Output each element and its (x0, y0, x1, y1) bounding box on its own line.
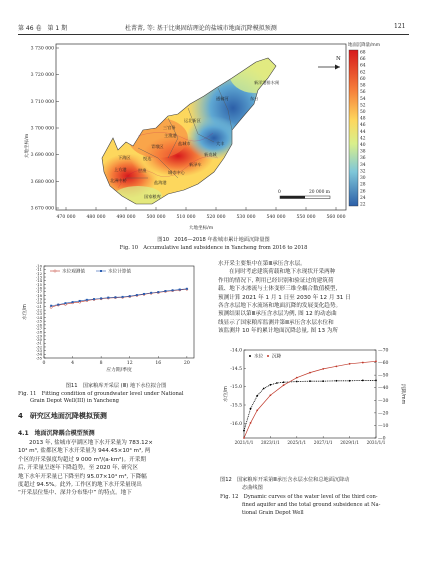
y-tick-label: -12 (35, 270, 42, 276)
map-y-tick-label: 3 670 000 (30, 206, 54, 212)
place-label: 大丰 (216, 141, 225, 146)
y-tick-label: -11 (35, 267, 42, 273)
y-tick-label: -33 (35, 348, 42, 354)
y-tick-label: -31 (35, 340, 42, 346)
left-y-tick-label: -14.0 (230, 348, 242, 354)
colorbar-label: 62 (360, 70, 366, 76)
map-x-tick-label: 540 000 (266, 215, 286, 220)
place-label: 悦达 (143, 156, 152, 161)
colorbar-label: 58 (360, 83, 366, 89)
left-y-axis-label: 水位/m (224, 386, 229, 402)
place-label: 新奇城 (204, 152, 217, 157)
text-line: 水开采主要集中在第Ⅲ承压含水层。 (218, 261, 306, 267)
water-level-point (322, 380, 324, 382)
colorbar-label: 28 (360, 182, 366, 188)
figure-12 (218, 340, 410, 458)
place-label: 世渔 (138, 168, 147, 173)
legend-label-water: 水位 (254, 354, 264, 360)
subsidence-point (322, 368, 324, 370)
colorbar-label: 32 (360, 169, 366, 175)
running-title: 杜菁菁, 等: 基于比奥固结理论的盐城市地面沉降模拟预测 (125, 25, 277, 32)
text-line: 10⁴ m³, 盐都区地下水开采量为 944.45×10⁴ m³, 两 (18, 448, 151, 455)
x-tick-label: 2031/1/1 (366, 440, 386, 445)
legend-label-calculated: 水位计算值 (108, 269, 131, 275)
left-y-tick-label: -14.5 (230, 366, 242, 372)
colorbar (349, 50, 358, 206)
water-level-point (243, 430, 245, 432)
y-tick-label: -22 (35, 307, 42, 313)
water-level-point (276, 382, 278, 384)
map-y-tick-label: 3 720 000 (30, 73, 54, 79)
fig11-caption-cn: 图11 国家粮库开采层 (Ⅲ) 地下水位拟合图 (65, 383, 167, 389)
right-y-tick-label: —40 (378, 386, 389, 392)
text-line: “开采层位集中、深井分布集中” 的特点。地下 (18, 490, 132, 497)
colorbar-label: 56 (360, 90, 366, 96)
colorbar-label: 40 (360, 143, 366, 149)
calculated-point (172, 289, 174, 291)
calculated-point (143, 293, 145, 295)
map-x-axis-label: 大地坐标/m (188, 226, 214, 231)
y-tick-label: -26 (35, 322, 42, 328)
x-tick-label: 16 (155, 361, 162, 366)
place-label: 下海区 (118, 155, 131, 160)
y-tick-label: -32 (35, 344, 42, 350)
colorbar-label: 54 (360, 96, 366, 102)
map-x-tick-label: 530 000 (236, 215, 256, 220)
place-label: 盐城市 (178, 141, 191, 146)
header-rule (18, 34, 409, 35)
x-tick-label: 2027/1/1 (313, 440, 333, 445)
place-label: 主渔港 (164, 133, 177, 138)
colorbar-label: 60 (360, 76, 366, 82)
y-tick-label: -34 (35, 351, 42, 357)
text-line: 度超过 94.5%。此外, 工作区的地下水开采量现出 (18, 482, 142, 489)
colorbar-label: 34 (360, 162, 366, 168)
left-y-tick-label: -16.0 (230, 421, 242, 427)
text-line: 预测计算 2021 年 1 月 1 日至 2030 年 12 月 31 日 (218, 294, 351, 301)
journal-volume: 第 46 卷 第 1 期 (18, 25, 68, 32)
colorbar-label: 42 (360, 136, 366, 142)
calculated-point (57, 304, 59, 306)
map-y-axis-label: 大地坐标/m (25, 133, 30, 159)
map-x-tick-label: 550 000 (296, 215, 316, 220)
y-tick-label: -15 (35, 281, 42, 287)
water-level-point (375, 380, 377, 382)
calculated-point (164, 290, 166, 292)
text-line: 2013 年, 盐城市亭湖区地下水开采量为 783.12× (29, 440, 153, 446)
y-tick-label: -16 (35, 285, 42, 291)
right-y-tick-label: —50 (378, 373, 389, 379)
calculated-point (150, 292, 152, 294)
fig12-caption-en-2: fined aquifer and the total ground subsidence at Na- (242, 502, 381, 508)
calculated-point (86, 299, 88, 301)
place-label: 上方港 (114, 167, 127, 172)
right-y-tick-label: —10 (378, 423, 389, 429)
right-y-tick-label: —20 (378, 411, 389, 417)
figure-10 (18, 38, 409, 233)
section-heading: 4 研究区地面沉降模拟预测 (18, 412, 107, 420)
water-level-point (269, 384, 271, 386)
subsection-heading: 4.1 地面沉降耦合模型预测 (18, 430, 95, 437)
place-label: 运北新区 (184, 118, 201, 123)
water-level-point (335, 380, 337, 382)
groundwater-fit-chart (18, 260, 214, 380)
subsidence-point (349, 363, 351, 365)
subsidence-point (250, 422, 252, 424)
map-y-tick-label: 3 730 000 (30, 46, 54, 52)
page-number: 121 (394, 23, 406, 30)
x-tick-label: 2021/1/1 (234, 440, 254, 445)
x-tick-label: 12 (126, 361, 133, 366)
calculated-point (114, 296, 116, 298)
place-label: 三官务 (163, 125, 176, 130)
calculated-point (72, 301, 74, 303)
y-tick-label: -18 (35, 292, 42, 298)
left-y-tick-label: -15.0 (230, 385, 242, 391)
water-level-subsidence-chart (218, 340, 410, 458)
scale-bar (280, 196, 330, 199)
calculated-point (136, 294, 138, 296)
fig12-caption-cn-1: 图12 国家粮库开采第Ⅲ承压含水层水位和总地面沉降动 (220, 477, 350, 483)
colorbar-label: 48 (360, 116, 366, 122)
section4-paragraph (18, 439, 214, 498)
x-tick-label: 2029/1/1 (340, 440, 360, 445)
legend-title: 地面沉降量/mm (348, 43, 380, 48)
calculated-point (64, 302, 66, 304)
map-x-tick-label: 470 000 (56, 215, 76, 220)
legend-marker-subsidence (267, 355, 269, 357)
colorbar-label: 50 (360, 109, 366, 115)
y-tick-label: -30 (35, 337, 42, 342)
water-level-point (349, 380, 351, 382)
calculated-point (122, 296, 124, 298)
x-tick-label: 2025/1/1 (287, 440, 307, 445)
right-y-tick-label: —60 (378, 361, 389, 367)
text-line: 载、地下水渗流与土体变形三维全耦合数值模型, (218, 286, 338, 293)
subsidence-point (375, 360, 377, 362)
colorbar-label: 66 (360, 57, 366, 63)
fig12-caption-cn-2: 态曲线图 (242, 485, 263, 491)
map-x-tick-label: 500 000 (146, 215, 166, 220)
right-y-tick-label: —70 (378, 348, 389, 354)
x-tick-label: 4 (71, 361, 75, 366)
colorbar-label: 24 (360, 195, 366, 201)
water-level-point (283, 381, 285, 383)
colorbar-label: 36 (360, 156, 366, 162)
map-y-tick-label: 3 700 000 (30, 126, 54, 132)
fig11-caption-en-1: Fig. 11 Fitting condition of groundwater level under National (18, 391, 184, 397)
calculated-point (79, 300, 81, 302)
x-tick-label: 0 (42, 361, 46, 366)
plot-frame (44, 266, 194, 358)
map-x-tick-label: 560 000 (326, 215, 346, 220)
place-label: 城市中心 (168, 170, 185, 175)
colorbar-label: 44 (360, 129, 366, 135)
right-column-text (218, 260, 410, 336)
map-x-tick-label: 480 000 (86, 215, 106, 220)
text-line: 在同时考虑建筑荷载和地下水现状开采两种 (229, 269, 336, 276)
x-axis-label: 应力期/季度 (106, 368, 132, 373)
y-axis-label: 水位/m (23, 304, 28, 320)
y-tick-label: -21 (35, 303, 42, 309)
water-level-point (362, 380, 364, 382)
y-tick-label: -24 (35, 314, 42, 320)
calculated-point (129, 295, 131, 297)
text-line: 地下水年开采量已下降至约 95.07×10⁴ m³, 下降幅 (18, 473, 147, 480)
text-line: 各含水层地下水流场和地面沉降的发展变化趋势。 (218, 303, 342, 310)
colorbar-label: 64 (360, 63, 366, 69)
place-label: 北洲中桥 (110, 178, 127, 183)
map-y-tick-label: 3 690 000 (30, 153, 54, 159)
subsidence-point (309, 372, 311, 374)
place-label: 新泽车 (189, 162, 202, 167)
fig12-caption-en-3: tional Grain Depot Well (242, 510, 304, 516)
map-x-tick-label: 510 000 (176, 215, 196, 220)
scale-zero: 0 (278, 190, 281, 195)
calculated-point (93, 298, 95, 300)
x-tick-label: 8 (99, 361, 103, 366)
fig10-caption-en: Fig. 10 Accumulative land subsidence in Yancheng from 2016 to 2018 (119, 245, 308, 251)
calculated-point (107, 297, 109, 299)
calculated-point (157, 291, 159, 293)
subsidence-point (296, 377, 298, 379)
y-tick-label: -13 (35, 274, 42, 280)
water-level-point (296, 381, 298, 383)
subsidence-point (269, 394, 271, 396)
water-level-point (256, 395, 258, 397)
y-tick-label: -17 (35, 289, 42, 295)
place-label: 通榆河 (216, 96, 229, 101)
fig10-caption-cn: 图10 2016—2018 年盐城市累计地面沉降量图 (157, 237, 270, 243)
text-line: 预测结果以第Ⅲ承压含水层为例, 图 12 的动态曲 (218, 311, 337, 318)
colorbar-label: 30 (360, 176, 366, 182)
text-line: 个区的开采强度均超过 9 000 m³/(a·km²)。开采期 (18, 456, 146, 463)
left-y-tick-label: -15.5 (230, 403, 242, 409)
legend-label-observed: 水位观测值 (62, 269, 85, 275)
scale-label: 20 000 m (309, 190, 330, 195)
legend-marker-observed (54, 270, 56, 272)
subsidence-map (18, 38, 409, 233)
water-level-point (263, 388, 265, 390)
north-label: N (336, 56, 341, 62)
calculated-point (186, 288, 188, 290)
fig12-caption-en-1: Fig. 12 Dynamic curves of the water level of the third con- (220, 494, 378, 500)
text-line: 该监测井 10 年的累计地面沉降总量, 图 13 为所 (218, 328, 338, 335)
right-y-tick-label: —30 (378, 398, 389, 404)
colorbar-label: 26 (360, 189, 366, 195)
y-tick-label: -28 (35, 329, 42, 335)
text-line: 作用的情况下, 利用已经识别和验证过的建筑荷 (218, 277, 334, 284)
y-tick-label: -14 (35, 278, 42, 284)
legend-marker-calculated (100, 270, 102, 272)
place-label: 东台 (250, 96, 259, 101)
map-x-tick-label: 520 000 (206, 215, 226, 220)
colorbar-label: 22 (360, 202, 366, 208)
calculated-point (50, 305, 52, 307)
subsidence-point (283, 384, 285, 386)
calculated-point (100, 297, 102, 299)
place-label: 盐海港 (154, 180, 167, 185)
legend-marker-water (249, 355, 251, 357)
legend-label-subsidence: 沉降 (272, 354, 282, 360)
subsidence-point (243, 437, 245, 439)
y-tick-label: -20 (35, 300, 42, 306)
colorbar-label: 52 (360, 103, 366, 109)
map-y-tick-label: 3 680 000 (30, 179, 54, 185)
y-tick-label: -27 (35, 325, 42, 331)
figure-11 (18, 260, 214, 380)
y-tick-label: -25 (35, 318, 42, 324)
place-label: 新洋港排水闸 (254, 80, 280, 85)
y-tick-label: -23 (35, 311, 42, 317)
text-line: 后, 开采量呈逐年下降趋势。至 2020 年, 研究区 (18, 465, 138, 472)
y-tick-label: -19 (35, 296, 42, 302)
colorbar-label: 68 (360, 50, 366, 56)
subsidence-point (256, 409, 258, 411)
colorbar-label: 38 (360, 149, 366, 155)
text-line: 线显示了国家粮库监测井第Ⅲ承压含水层水位和 (218, 319, 334, 326)
right-y-tick-label: —0 (378, 436, 386, 442)
x-tick-label: 2023/1/1 (260, 440, 280, 445)
map-x-tick-label: 490 000 (116, 215, 136, 220)
x-tick-label: 20 (183, 361, 190, 366)
y-tick-label: -10 (35, 263, 42, 269)
water-level-point (250, 408, 252, 410)
subsidence-point (362, 362, 364, 364)
y-tick-label: -35 (35, 355, 42, 361)
fig11-caption-en-2: Grain Depot Well(III) in Yancheng (30, 398, 119, 404)
colorbar-label: 46 (360, 123, 366, 129)
subsidence-point (335, 365, 337, 367)
water-level-point (309, 380, 311, 382)
place-label: 国家粮库 (144, 194, 161, 199)
map-y-tick-label: 3 710 000 (30, 99, 54, 105)
calculated-point (179, 289, 181, 291)
right-y-axis-label: 沉降/mm (400, 383, 405, 405)
place-label: 青墩区 (151, 144, 164, 149)
y-tick-label: -29 (35, 333, 42, 339)
